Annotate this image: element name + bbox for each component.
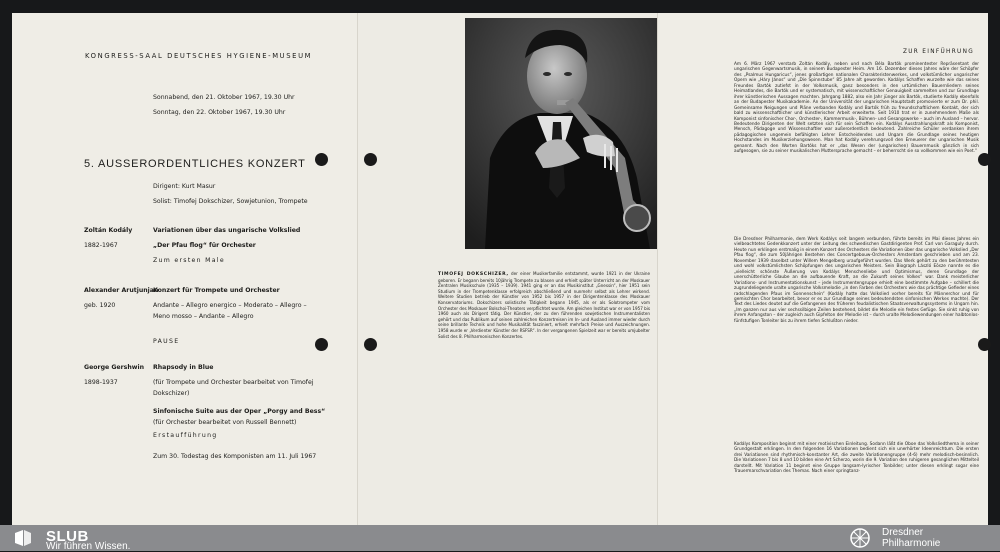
work-kodaly-sub: „Der Pfau flog“ für Orchester (153, 242, 256, 249)
dedication: Zum 30. Todestag des Komponisten am 11. Juli 1967 (153, 453, 317, 460)
punch-hole (315, 153, 328, 166)
photo-panel (357, 13, 658, 525)
conductor: Dirigent: Kurt Masur (153, 183, 216, 190)
introduction-heading: ZUR EINFÜHRUNG (902, 49, 974, 55)
composer-kodaly-years: 1882-1967 (84, 242, 118, 249)
slub-book-icon (14, 529, 32, 547)
slub-name: SLUB (46, 528, 89, 545)
venue-heading: KONGRESS-SAAL DEUTSCHES HYGIENE-MUSEUM (85, 52, 313, 60)
composer-arutjunjan: Alexander Arutjunjan (84, 287, 159, 294)
trumpeter-photo (465, 18, 657, 249)
introduction-panel (657, 13, 988, 525)
pause-label: PAUSE (153, 338, 180, 345)
work-arutjunjan-movements-2: Meno mosso – Andante – Allegro (153, 313, 254, 320)
essay-paragraph-3: Kodálys Komposition beginnt mit einer motivischen Einleitung. Sodann läßt die Oboe das Volksliedthema in seiner Grundgestalt erklingen. In den folgenden 16 Variationen bedient sich ein unerhörter Ideenreichtum. Die ersten drei Variationen sind rhythmisch-konstanter Art, die zweite Variationengruppe (4-6) mehr melodisch-besinnlich. Die Variationen 7 bis 8 und 10 bilden eine Art Scherzo, worin die 9. Variation den ruhigeren gesanglichen Mittelteil darstellt. Mit Variation 11 beginnt eine Gruppe langsam-lyrischer Tonbilder; unter diesen erklingt sogar eine Trauermarschvariation des Themas. Nach einer springtanz- (734, 442, 979, 475)
punch-hole (364, 153, 377, 166)
composer-gershwin-years: 1898-1937 (84, 379, 118, 386)
slub-tagline: Wir führen Wissen. (46, 541, 131, 552)
work-arutjunjan: Konzert für Trompete und Orchester (153, 287, 280, 294)
essay-paragraph-1: Am 6. März 1967 verstarb Zoltán Kodály, neben und nach Béla Bartók prominentester Repräsentant der ungarischen Gegenwartsmusik, in seinem Budapester Heim. Am 16. Dezember dieses Jahres wäre der Schöpfer des „Psalmus Hungaricus“, jenes großartigen nationalen Charakteristenwerkes, und volkstümlicher ungarischer Opern wie „Háry János“ und „Die Spinnstube“ 85 Jahre alt geworden. Kodálys Schaffen wurzelte wie das seines Freundes Bartók zutiefst in der Volksmusik, ganz besonders in den urtümlichen Bauernliedern seines Heimatlandes, die Bartók und er systematisch, mit wissenschaftlicher Genauigkeit sammelten und zur Grundlage ihrer künstlerischen Aussagen machten. Jahrgang 1882, also ein Jahr jünger als Bartók, studierte Kodály ebenfalls an der Budapester Musikakademie. An der Universität der ungarischen Hauptstadt promovierte er zum Dr. phil. Gemeinsame Neigungen und Pläne verbanden Kodály und Bartók früh zu freundschaftlichem Kontakt, der sich bald zu wissenschaftlicher und künstlerischer Arbeit erweiterte. Seit 1910 trat er in zunehmendem Maße als Komponist sinfonischer Chor-, Orchester-, Kammermusik-, Bühnen- und Gesangswerke – auch im Ausland – hervor. Bedeutende Dirigenten der Welt setzten sich für sein Schaffen ein. Kodálys Ausstrahlungskraft als Komponist, Mensch, Pädagoge und Wissenschaftler war außerordentlich bedeutend. Zahlreiche Schüler verdanken ihrem pädagogischen ungemein befähigten Lehrer Entscheidendes und Ungarn die Grundlage seines heutigen Hochstandes im Musikerziehungswesen. Man hat Kodály verehrungsvoll den Erneuerer der ungarischen Musik genannt. Nach den Worten Bartóks hat er „das Wesen der (ungarischen) Bauernmusik gänzlich in sich aufgesogen, sie zu seiner musikalischen Muttersprache gemacht – er beherrscht sie so vollkommen wie ein Poet.“ (734, 62, 979, 155)
composer-kodaly: Zoltán Kodály (84, 227, 133, 234)
punch-hole (978, 338, 991, 351)
composer-gershwin: George Gershwin (84, 364, 145, 371)
punch-hole (364, 338, 377, 351)
bio-text: der einer Musikerfamilie entstammt, wurde 1921 in der Ukraine geboren. Er begann bereits 10jährig Trompete zu blasen und erhielt später Unterricht an der Moskauer Zentralen Musikschule (1935 – 1939). 1941 ging er an das Musikinstitut „Gnessin“, hier 1951 sein Studium in der Trompetenklasse erfolgreich abschließend und nunmehr selbst als Lehrer wirkend. Weitere Studien betrieb der Künstler von 1952 bis 1957 in der Dirigentenklasse des Moskauer Konservatoriums. Dokschizers solistische Tätigkeit begann 1945, als er als Solotrompeter vom Orchester des Moskauer Bolschoi-Theaters verpflichtet wurde. Am gleichen Institut war er von 1957 bis 1960 auch als Dirigent tätig. Der Künstler, der zu den führenden sowjetischen Instrumentalisten gehört und das Publikum auf seinen zahlreichen Konzertreisen im In- und Ausland immer wieder durch seine brillante Technik und hohe Musikalität fasziniert, erhielt mehrfach Preise und Auszeichnungen. 1958 wurde er „Verdienter Künstler der RSFSR“. In der vergangenen Spielzeit war er bereits umjubelter Solist des 8. Philharmonischen Konzertes. (438, 271, 650, 339)
program-panel (12, 13, 357, 525)
orchestra-name-line2: Philharmonie (882, 538, 941, 549)
work-rhapsody-sub-2: Dokschizer) (153, 390, 190, 397)
soloist: Solist: Timofej Dokschizer, Sowjetunion, Trompete (153, 198, 308, 205)
composer-arutjunjan-years: geb. 1920 (84, 302, 116, 309)
orchestra-logo-icon (846, 527, 874, 549)
soloist-biography (438, 271, 650, 339)
punch-hole (978, 153, 991, 166)
date-saturday: Sonnabend, den 21. Oktober 1967, 19.30 Uhr (153, 94, 295, 101)
work-kodaly-note: Zum ersten Male (153, 257, 226, 264)
bio-name: TIMOFEJ DOKSCHIZER, (438, 272, 509, 277)
work-porgy: Sinfonische Suite aus der Oper „Porgy and Bess“ (153, 408, 326, 415)
trumpeter-illustration (465, 18, 657, 249)
punch-hole (315, 338, 328, 351)
footer-bar (0, 525, 1000, 551)
work-rhapsody-sub-1: (für Trompete und Orchester bearbeitet von Timofej (153, 379, 314, 386)
work-arutjunjan-movements-1: Andante – Allegro energico – Moderato – Allegro – (153, 302, 307, 309)
work-rhapsody: Rhapsody in Blue (153, 364, 214, 371)
concert-title: 5. AUSSERORDENTLICHES KONZERT (84, 158, 306, 170)
work-porgy-note: Erstaufführung (153, 432, 218, 439)
work-porgy-sub: (für Orchester bearbeitet von Russell Bennett) (153, 419, 297, 426)
work-kodaly: Variationen über das ungarische Volkslied (153, 227, 301, 234)
date-sunday: Sonntag, den 22. Oktober 1967, 19.30 Uhr (153, 109, 286, 116)
orchestra-name-line1: Dresdner (882, 527, 924, 538)
essay-paragraph-2: Die Dresdner Philharmonie, dem Werk Kodálys seit langem verbunden, führte bereits im Mai dieses Jahres ein vielbeachtetes Gedenkkonzert unter der Leitung des schwedischen Gastdirigenten Prof. Carl von Garaguly durch. Heute nun erklingen erstmalig in einem Konzert des Orchesters die Variationen über das ungarische Volkslied „Der Pfau flog“, die zum 50jährigen Bestehen des Concertgebouw-Orchesters Amsterdam geschrieben und am 23. November 1939 daselbst unter Willem Mengelberg uraufgeführt wurden. Das Werk gehört zu den berühmtesten und wohl volkstümlichsten Schöpfungen des ungarischen Meisters. Sein Biograph László Eösze nannte es die „vielleicht schönste Äußerung von Kodálys Menschenliebe und Optimismus, deren Grundlage der unerschütterliche Glaube an die aufbauende Kraft, an die Zukunft seines Volkes“ war. Dank meisterlicher Variations- und Instrumentationskunst – jede Instrumentengruppe erhielt eine bestimmte Aufgabe – schillert die zugrundeliegende uralte ungarische Volksmelodie „in den Farben des Orchesters wie das prächtige Gefieder eines radschlagenden Pfaus im Sonnenschein“ (Kodály hatte das Volkslied vorher bereits für Männerchor und für gemischten Chor bearbeitet, bevor er es zur Grundlage seines bedeutendsten sinfonischen Werkes machte). Der Text des Liedes deutet auf die Gefangenen des früheren feudalistischen Staatsverwaltungssystems in Ungarn hin. „Im ganzen nur aus vier sechssilbigen Zeilen bestehend, bildet die Melodie ein festes Gefüge. Sie sinkt ruhig von ihrem Anfangston – der zugleich auch Gipfelton der Melodie ist – durch uralte Melodiewendungen einer halbtonlos-fünfstufigen Tonleiter bis zu ihrem tiefen Schlußton nieder. (734, 237, 979, 324)
